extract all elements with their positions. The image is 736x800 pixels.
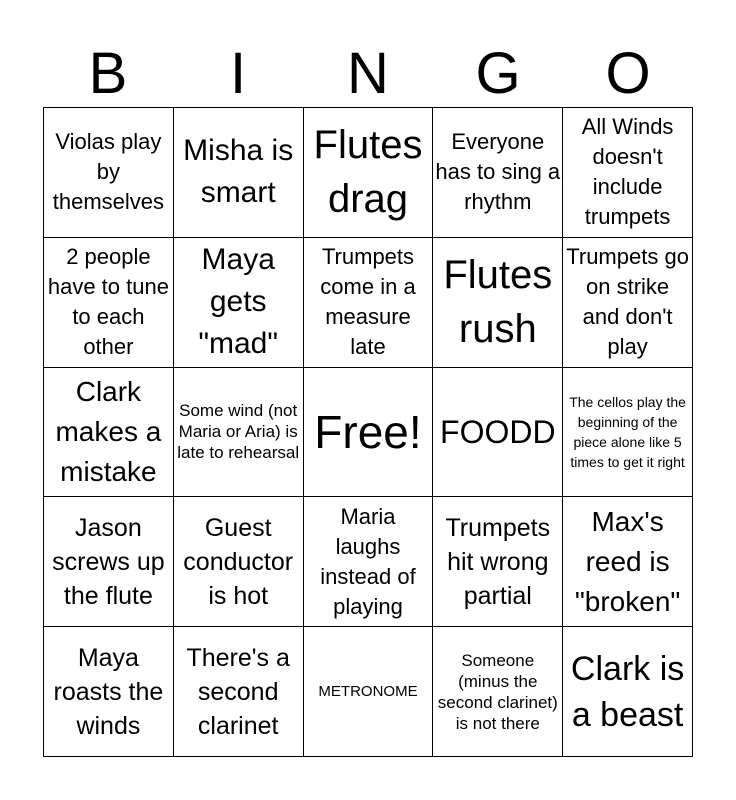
bingo-cell[interactable]: [433, 238, 563, 368]
header-letter-b: B: [88, 41, 128, 106]
cell-text: Clark is a beast: [570, 649, 685, 734]
cell-text: Trumpets come in a measure late: [320, 244, 416, 360]
bingo-header: [43, 40, 693, 108]
cell-text: Misha is smart: [183, 134, 294, 210]
bingo-cell[interactable]: [174, 368, 304, 498]
cell-text: Some wind (not Maria or Aria) is late to rehearsal: [177, 401, 300, 463]
cell-text: Maya roasts the winds: [53, 643, 164, 740]
cell-text: Someone (minus the second clarinet) is not there: [437, 650, 558, 733]
bingo-cell[interactable]: [44, 497, 174, 627]
bingo-cell[interactable]: [44, 238, 174, 368]
cell-text: The cellos play the beginning of the piece alone like 5 times to get it right: [569, 393, 686, 470]
bingo-cell[interactable]: [563, 108, 693, 238]
cell-text: Trumpets hit wrong partial: [445, 513, 551, 610]
bingo-cell[interactable]: [304, 627, 434, 757]
bingo-cell[interactable]: [304, 108, 434, 238]
cell-text: Free!: [314, 405, 422, 458]
cell-text: METRONOME: [318, 682, 418, 700]
bingo-cell[interactable]: [174, 627, 304, 757]
bingo-cell[interactable]: [304, 497, 434, 627]
bingo-cell[interactable]: [174, 497, 304, 627]
cell-text: Violas play by themselves: [52, 129, 165, 215]
cell-text: Jason screws up the flute: [52, 513, 165, 610]
cell-text: Maria laughs instead of playing: [320, 503, 416, 619]
cell-text: 2 people have to tune to each other: [47, 244, 169, 360]
cell-text: There's a second clarinet: [186, 643, 290, 740]
cell-text: Max's reed is "broken": [574, 505, 681, 617]
cell-text: Flutes drag: [313, 123, 423, 222]
bingo-cell[interactable]: [44, 108, 174, 238]
header-letter-g: G: [475, 41, 521, 106]
bingo-cell[interactable]: [563, 627, 693, 757]
bingo-cell[interactable]: [174, 108, 304, 238]
cell-text: Trumpets go on strike and don't play: [566, 244, 689, 360]
header-letter-o: O: [605, 41, 651, 106]
bingo-cell[interactable]: [563, 238, 693, 368]
bingo-cell[interactable]: [563, 497, 693, 627]
cell-text: Maya gets "mad": [198, 243, 279, 361]
cell-text: All Winds doesn't include trumpets: [581, 114, 674, 230]
cell-text: Everyone has to sing a rhythm: [435, 129, 561, 215]
bingo-cell[interactable]: [174, 238, 304, 368]
cell-text: Flutes rush: [443, 253, 553, 352]
bingo-cell[interactable]: [563, 368, 693, 498]
bingo-cell[interactable]: [433, 108, 563, 238]
cell-text: FOODD: [440, 413, 556, 450]
bingo-cell[interactable]: [433, 497, 563, 627]
cell-text: Clark makes a mistake: [55, 375, 162, 487]
bingo-cell[interactable]: [44, 368, 174, 498]
bingo-cell[interactable]: [433, 627, 563, 757]
header-letter-n: N: [347, 41, 389, 106]
header-letter-i: I: [229, 41, 247, 106]
free-space-cell[interactable]: [304, 368, 434, 498]
cell-text: Guest conductor is hot: [183, 513, 294, 610]
bingo-board: [43, 107, 693, 757]
bingo-cell[interactable]: [304, 238, 434, 368]
bingo-cell[interactable]: [44, 627, 174, 757]
bingo-cell[interactable]: [433, 368, 563, 498]
